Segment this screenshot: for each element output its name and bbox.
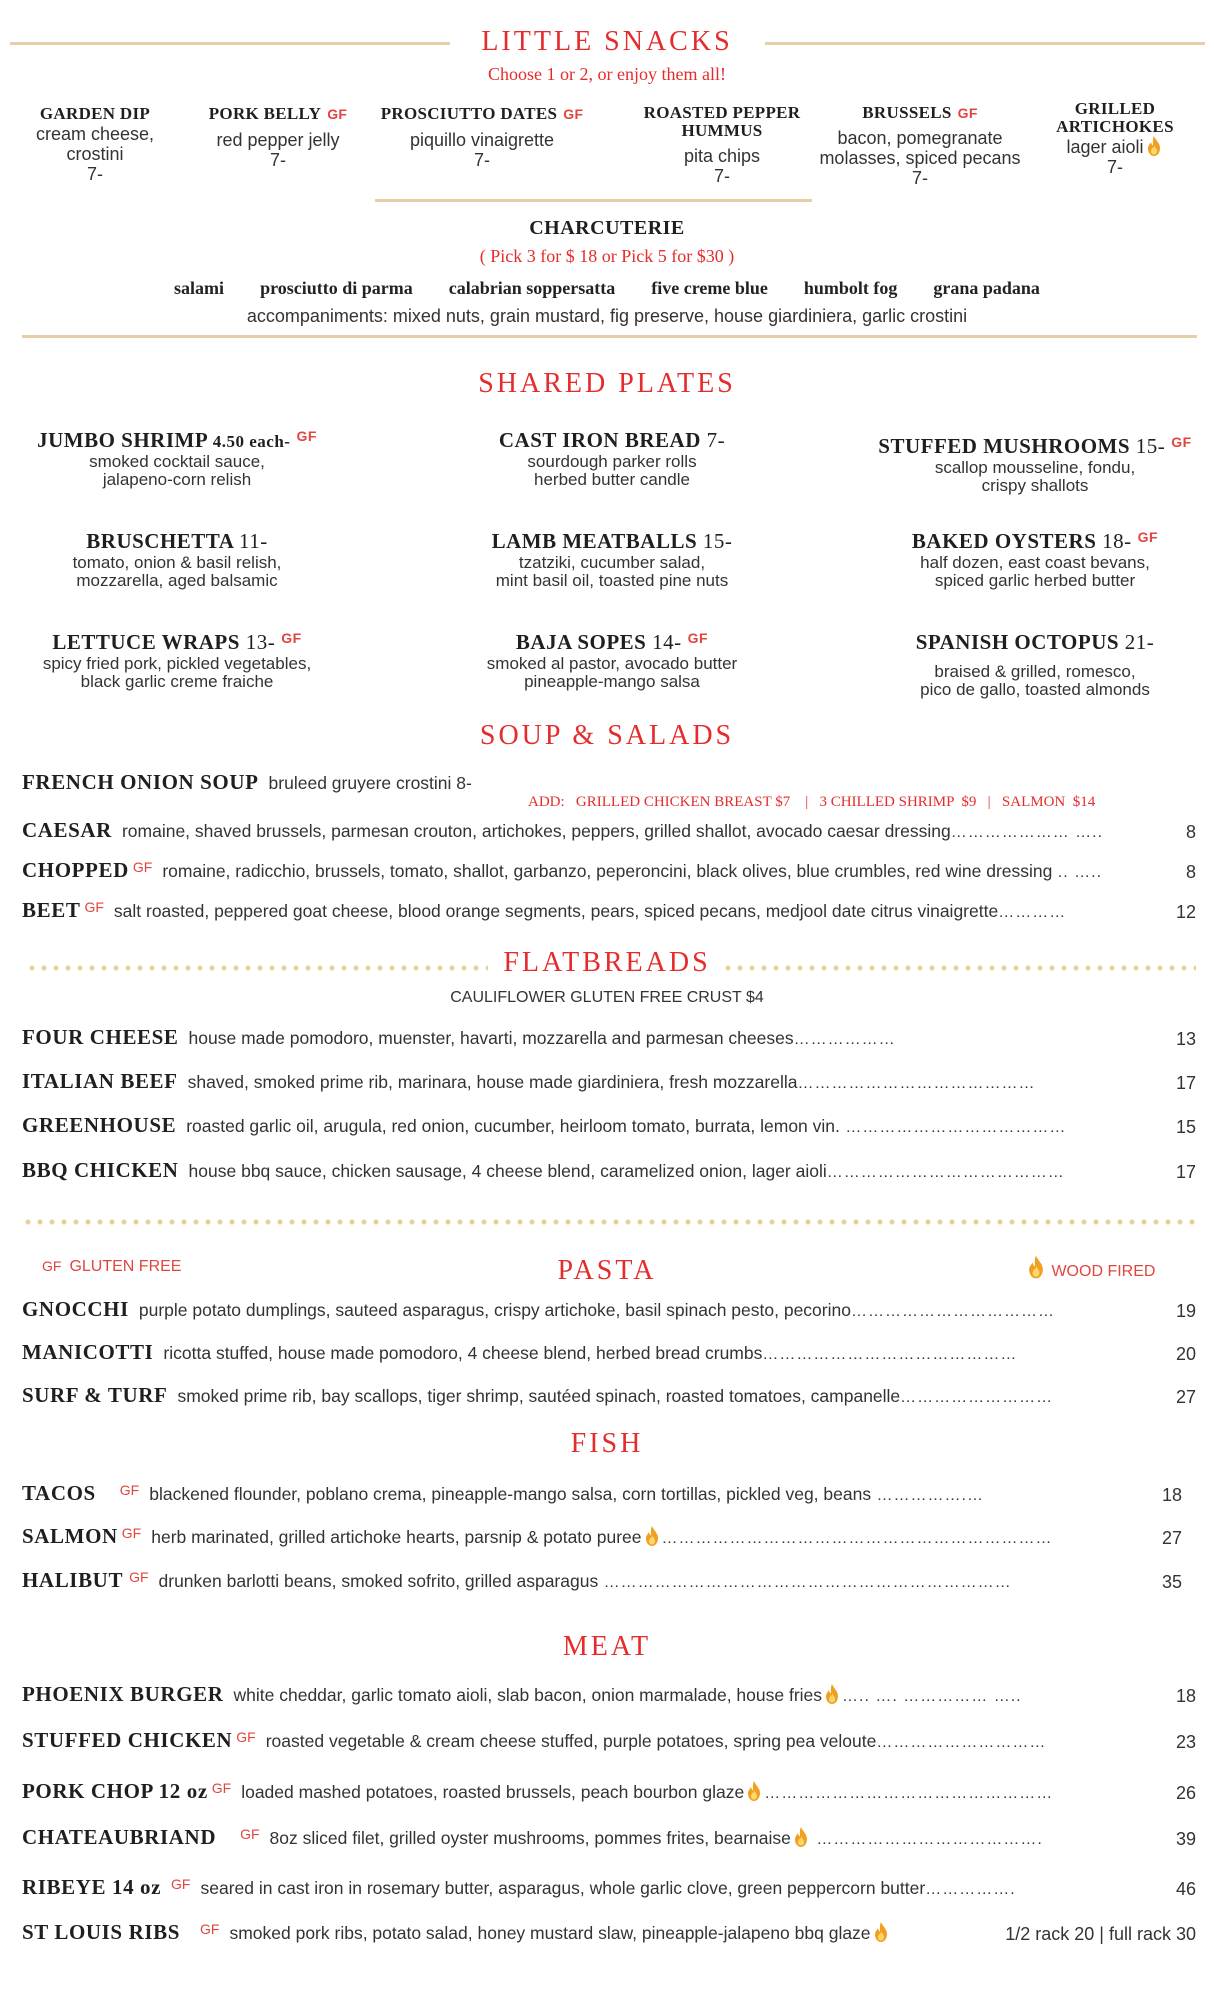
flame-icon — [1147, 136, 1161, 156]
gluten-free-badge: GF — [236, 1729, 256, 1745]
plate-name-text: SPANISH OCTOPUS — [915, 630, 1120, 654]
gluten-free-badge: GF — [327, 106, 348, 122]
menu-row — [22, 1568, 1196, 1598]
item-description: purple potato dumplings, sauteed asparagus, crispy artichoke, basil spinach pesto, pecorino — [138, 1300, 851, 1320]
item-name: HALIBUT — [22, 1568, 124, 1592]
gluten-free-badge: GF — [957, 105, 978, 121]
item-price: 17 — [1175, 1162, 1196, 1182]
item-description: drunken barlotti beans, smoked sofrito, grilled asparagus — [158, 1571, 599, 1591]
item-price: 20 — [1175, 1344, 1196, 1364]
gluten-free-badge: GF — [1137, 529, 1159, 545]
snack-item — [163, 104, 393, 170]
snack-name-text: ROASTED PEPPER HUMMUS — [643, 103, 801, 140]
item-name: SALMON — [22, 1524, 118, 1548]
charcuterie-accompaniments: accompaniments: mixed nuts, grain mustard, fig preserve, house giardiniera, garlic crostini — [246, 306, 968, 326]
leader-dots: ………………… ….. — [950, 824, 1104, 841]
plate-description: half dozen, east coast bevans, spiced garlic herbed butter — [920, 553, 1150, 590]
plate-name — [0, 428, 377, 453]
charcuterie-item: humbolt fog — [803, 278, 898, 298]
shared-plate-item — [412, 529, 812, 590]
snack-price: 7- — [1106, 157, 1123, 177]
snack-price: 7- — [713, 166, 730, 186]
snack-description-text: lager aioli — [1066, 137, 1144, 157]
item-description: salt roasted, peppered goat cheese, blood orange segments, pears, spiced pecans, medjool date citrus vinaigrette — [113, 901, 999, 921]
gluten-free-badge: GF — [563, 106, 584, 122]
item-price: 27 — [1161, 1528, 1182, 1548]
shared-plate-item — [412, 630, 812, 691]
plate-price: 15- — [702, 529, 733, 553]
item-name: CHATEAUBRIAND — [22, 1825, 217, 1849]
snack-item — [367, 104, 597, 170]
snack-description-text: piquillo vinaigrette — [409, 130, 555, 150]
snack-description-text: cream cheese, crostini — [35, 124, 155, 164]
item-name: GNOCCHI — [22, 1297, 129, 1321]
item-description: white cheddar, garlic tomato aioli, slab bacon, onion marmalade, house fries — [233, 1685, 823, 1705]
leader-dots: ……………………………………… — [762, 1346, 1018, 1363]
item-price: 8 — [1185, 862, 1196, 882]
item-name: PORK CHOP 12 oz — [22, 1779, 208, 1803]
leader-dots: …………….… — [871, 1487, 984, 1504]
leader-dots: ………… — [998, 904, 1067, 921]
plate-name — [835, 630, 1214, 655]
snack-price: 7- — [269, 150, 286, 170]
snack-name — [367, 104, 597, 124]
item-name: RIBEYE 14 oz — [22, 1875, 162, 1899]
item-name: CHOPPED — [22, 858, 129, 882]
snack-description — [367, 130, 597, 150]
item-price: 46 — [1175, 1879, 1196, 1899]
item-description: blackened flounder, poblano crema, pineapple-mango salsa, corn tortillas, pickled veg, beans — [149, 1484, 872, 1504]
gluten-free-badge: GF — [296, 428, 317, 444]
shared-plate-item — [0, 529, 377, 590]
snack-name-text: GARDEN DIP — [39, 104, 151, 123]
gluten-free-badge: GF — [240, 1826, 260, 1842]
menu-row — [22, 1825, 1196, 1855]
flame-icon — [825, 1684, 839, 1704]
charcuterie-item: five creme blue — [651, 278, 768, 298]
item-name: FRENCH ONION SOUP — [22, 770, 259, 794]
menu-row — [22, 770, 1196, 800]
leader-dots: .. ….. — [1052, 864, 1103, 881]
plate-name-text: LAMB MEATBALLS — [491, 529, 698, 553]
item-price: 17 — [1175, 1073, 1196, 1093]
leader-dots: ………………………… — [876, 1734, 1047, 1751]
item-description: romaine, shaved brussels, parmesan crouton, artichokes, peppers, grilled shallot, avocado caesar dressing — [121, 821, 951, 841]
item-name: SURF & TURF — [22, 1383, 168, 1407]
snack-name — [163, 104, 393, 124]
snack-item — [1000, 100, 1214, 177]
item-description: house bbq sauce, chicken sausage, 4 cheese blend, caramelized onion, lager aioli — [188, 1161, 827, 1181]
snack-name — [1000, 100, 1214, 136]
item-name: MANICOTTI — [22, 1340, 154, 1364]
menu-row — [22, 1297, 1196, 1327]
leader-dots: …………………………………… — [797, 1075, 1036, 1092]
menu-row — [22, 1383, 1196, 1413]
flame-icon — [874, 1922, 888, 1942]
flame-icon — [794, 1827, 808, 1847]
item-price: 19 — [1175, 1301, 1196, 1321]
charcuterie-item: salami — [174, 278, 225, 298]
snack-name-text: BRUSSELS — [862, 103, 952, 122]
gf-mark: GF — [42, 1258, 62, 1274]
flame-icon — [747, 1781, 761, 1801]
snack-item — [607, 104, 837, 186]
item-description: roasted vegetable & cream cheese stuffed, purple potatoes, spring pea veloute — [265, 1731, 877, 1751]
item-description: shaved, smoked prime rib, marinara, house made giardiniera, fresh mozzarella — [187, 1072, 798, 1092]
item-description: 8oz sliced filet, grilled oyster mushrooms, pommes frites, bearnaise — [269, 1828, 791, 1848]
gluten-free-badge: GF — [211, 1780, 232, 1796]
leader-dots: …………………………………. — [810, 1831, 1043, 1848]
flame-icon — [645, 1526, 659, 1546]
item-description: seared in cast iron in rosemary butter, asparagus, whole garlic clove, green peppercorn butter — [200, 1878, 926, 1898]
item-description: roasted garlic oil, arugula, red onion, cucumber, heirloom tomato, burrata, lemon vin. — [186, 1116, 840, 1136]
charcuterie-item: grana padana — [933, 278, 1040, 298]
shared-plate-item — [835, 630, 1214, 699]
leader-dots: ……………. — [925, 1881, 1016, 1898]
snack-description-text: pita chips — [683, 146, 761, 166]
menu-row — [22, 818, 1196, 848]
item-name: ITALIAN BEEF — [22, 1069, 178, 1093]
shared-plate-item — [835, 434, 1214, 495]
meat-title: MEAT — [562, 1631, 652, 1662]
item-price: 15 — [1175, 1117, 1196, 1137]
menu-row — [22, 1481, 1196, 1511]
item-price: 13 — [1175, 1029, 1196, 1049]
gluten-free-badge: GF — [129, 1569, 149, 1585]
gluten-free-badge: GF — [132, 859, 153, 875]
gluten-free-badge: GF — [281, 630, 302, 646]
item-name: ST LOUIS RIBS — [22, 1920, 180, 1944]
item-description: ricotta stuffed, house made pomodoro, 4 cheese blend, herbed bread crumbs — [163, 1343, 763, 1363]
leader-dots: …………………………………… — [826, 1164, 1065, 1181]
item-name: BBQ CHICKEN — [22, 1158, 179, 1182]
shared-plate-item — [412, 428, 812, 489]
charcuterie-bottom-rule — [22, 335, 1197, 338]
plate-name — [835, 529, 1214, 554]
plate-price: 21- — [1124, 630, 1155, 654]
gluten-free-badge: GF — [84, 899, 104, 915]
plate-name-text: BAJA SOPES — [515, 630, 647, 654]
menu-row — [22, 1158, 1196, 1188]
menu-row — [22, 1025, 1196, 1055]
leader-dots: ……………… — [793, 1031, 896, 1048]
shared-plates-title: SHARED PLATES — [478, 368, 736, 399]
plate-name-text: BRUSCHETTA — [86, 529, 234, 553]
item-name: TACOS — [22, 1481, 96, 1505]
leader-dots: …………………………………………………………… — [661, 1530, 1053, 1547]
wood-fired-legend — [1025, 1255, 1155, 1281]
plate-name-text: STUFFED MUSHROOMS — [878, 434, 1131, 458]
plate-price: 14- — [652, 630, 682, 654]
gluten-free-badge: GF — [200, 1921, 220, 1937]
plate-price: 13- — [245, 630, 276, 654]
charcuterie-items — [0, 278, 1214, 299]
snack-price: 7- — [911, 168, 928, 188]
plate-price: 4.50 each- — [212, 432, 291, 451]
snack-price: 7- — [473, 150, 490, 170]
item-price: 23 — [1175, 1732, 1196, 1752]
gluten-free-badge: GF — [1171, 434, 1192, 450]
item-description: loaded mashed potatoes, roasted brussels, peach bourbon glaze — [241, 1782, 745, 1802]
salad-addons: ADD: GRILLED CHICKEN BREAST $7 | 3 CHILLED SHRIMP $9 | SALMON $14 — [528, 794, 1096, 810]
item-price: 1/2 rack 20 | full rack 30 — [1005, 1924, 1196, 1944]
snack-name-text: GRILLED ARTICHOKES — [1056, 99, 1174, 136]
item-price: 8 — [1185, 822, 1196, 842]
snack-description — [163, 130, 393, 150]
item-description: house made pomodoro, muenster, havarti, mozzarella and parmesan cheeses — [188, 1028, 794, 1048]
plate-description: tzatziki, cucumber salad, mint basil oil, toasted pine nuts — [495, 553, 729, 590]
snack-description-text: red pepper jelly — [216, 130, 340, 150]
plate-name — [412, 529, 812, 554]
snack-price: 7- — [86, 164, 103, 184]
menu-row — [22, 1113, 1196, 1143]
snack-description — [1000, 136, 1214, 157]
snack-description-text: bacon, pomegranate molasses, spiced pecans — [819, 128, 1021, 168]
snacks-divider — [375, 199, 812, 202]
menu-row — [22, 1875, 1196, 1905]
flatbreads-note: CAULIFLOWER GLUTEN FREE CRUST $4 — [450, 989, 764, 1006]
leader-dots: ….. …. …………… ….. — [842, 1688, 1022, 1705]
soup-salads-title: SOUP & SALADS — [479, 720, 735, 751]
plate-name-text: BAKED OYSTERS — [911, 529, 1097, 553]
plate-price: 18- — [1102, 529, 1132, 553]
charcuterie-pricing: ( Pick 3 for $ 18 or Pick 5 for $30 ) — [479, 246, 735, 266]
flatbreads-bottom-dots — [22, 1219, 1196, 1225]
fish-title: FISH — [570, 1428, 644, 1459]
item-price: 12 — [1175, 902, 1196, 922]
item-name: PHOENIX BURGER — [22, 1682, 224, 1706]
item-description: romaine, radicchio, brussels, tomato, shallot, garbanzo, peperoncini, black olives, blue crumbles, red wine dressing — [162, 861, 1053, 881]
item-name: FOUR CHEESE — [22, 1025, 179, 1049]
item-description: bruleed gruyere crostini 8- — [268, 773, 472, 793]
item-name: GREENHOUSE — [22, 1113, 177, 1137]
flame-icon — [1028, 1255, 1044, 1279]
charcuterie-item: calabrian soppersatta — [448, 278, 616, 298]
leader-dots: ……………………………… — [850, 1303, 1055, 1320]
charcuterie-item: prosciutto di parma — [260, 278, 413, 298]
item-price: 26 — [1175, 1783, 1196, 1803]
leader-dots: ………………………………… — [839, 1119, 1067, 1136]
plate-name-text: JUMBO SHRIMP — [37, 428, 207, 452]
flatbreads-title: FLATBREADS — [503, 947, 711, 978]
little-snacks-title: LITTLE SNACKS — [481, 26, 733, 57]
menu-row — [22, 858, 1196, 888]
item-price: 35 — [1161, 1572, 1182, 1592]
plate-price: 7- — [706, 428, 726, 452]
gluten-free-badge: GF — [171, 1876, 191, 1892]
item-price: 18 — [1175, 1686, 1196, 1706]
charcuterie-title: CHARCUTERIE — [529, 217, 685, 239]
menu-row — [22, 898, 1196, 928]
item-description: herb marinated, grilled artichoke hearts, parsnip & potato puree — [151, 1527, 642, 1547]
plate-name — [835, 434, 1214, 459]
menu-row — [22, 1920, 1196, 1950]
shared-plate-item — [0, 428, 377, 489]
plate-name-text: CAST IRON BREAD — [498, 428, 701, 452]
item-description: smoked prime rib, bay scallops, tiger shrimp, sautéed spinach, roasted tomatoes, campanelle — [177, 1386, 901, 1406]
wood-fired-label: WOOD FIRED — [1051, 1263, 1156, 1280]
plate-name — [0, 529, 377, 554]
plate-name — [412, 630, 812, 655]
plate-price: 11- — [239, 529, 268, 553]
plate-name — [412, 428, 812, 453]
plate-description: sourdough parker rolls herbed butter candle — [527, 452, 697, 489]
plate-description: scallop mousseline, fondu, crispy shallots — [934, 458, 1136, 495]
gluten-free-badge: GF — [121, 1525, 142, 1541]
item-name: BEET — [22, 898, 81, 922]
menu-row — [22, 1779, 1196, 1809]
gluten-free-label: GLUTEN FREE — [69, 1258, 182, 1275]
plate-description: smoked al pastor, avocado butter pineapple-mango salsa — [486, 654, 738, 691]
plate-description: tomato, onion & basil relish, mozzarella, aged balsamic — [72, 553, 282, 590]
menu-row — [22, 1682, 1196, 1712]
menu-row — [22, 1340, 1196, 1370]
plate-description: smoked cocktail sauce, jalapeno-corn relish — [89, 452, 265, 489]
plate-description: braised & grilled, romesco, pico de gallo, toasted almonds — [920, 662, 1150, 699]
plate-price: 15- — [1135, 434, 1166, 458]
leader-dots: ……………………………………………………………… — [598, 1574, 1012, 1591]
snack-name-text: PORK BELLY — [208, 104, 322, 123]
gluten-free-badge: GF — [687, 630, 709, 646]
shared-plate-item — [0, 630, 377, 691]
little-snacks-subtitle: Choose 1 or 2, or enjoy them all! — [488, 64, 726, 84]
menu-row — [22, 1728, 1196, 1758]
plate-name — [0, 630, 377, 655]
item-price: 39 — [1175, 1829, 1196, 1849]
snack-description — [607, 146, 837, 166]
plate-name-text: LETTUCE WRAPS — [52, 630, 240, 654]
pasta-title: PASTA — [557, 1255, 657, 1286]
shared-plate-item — [835, 529, 1214, 590]
item-description: smoked pork ribs, potato salad, honey mustard slaw, pineapple-jalapeno bbq glaze — [229, 1923, 871, 1943]
item-name: CAESAR — [22, 818, 112, 842]
item-price: 18 — [1161, 1485, 1182, 1505]
menu-row — [22, 1524, 1196, 1554]
snack-name — [607, 104, 837, 140]
gluten-free-badge: GF — [119, 1482, 140, 1498]
plate-description: spicy fried pork, pickled vegetables, black garlic creme fraiche — [42, 654, 312, 691]
leader-dots: …………………………………………… — [764, 1785, 1054, 1802]
item-name: STUFFED CHICKEN — [22, 1728, 233, 1752]
item-price: 27 — [1175, 1387, 1196, 1407]
snack-name-text: PROSCIUTTO DATES — [380, 104, 558, 123]
menu-row — [22, 1069, 1196, 1099]
leader-dots: ……………………… — [900, 1389, 1054, 1406]
